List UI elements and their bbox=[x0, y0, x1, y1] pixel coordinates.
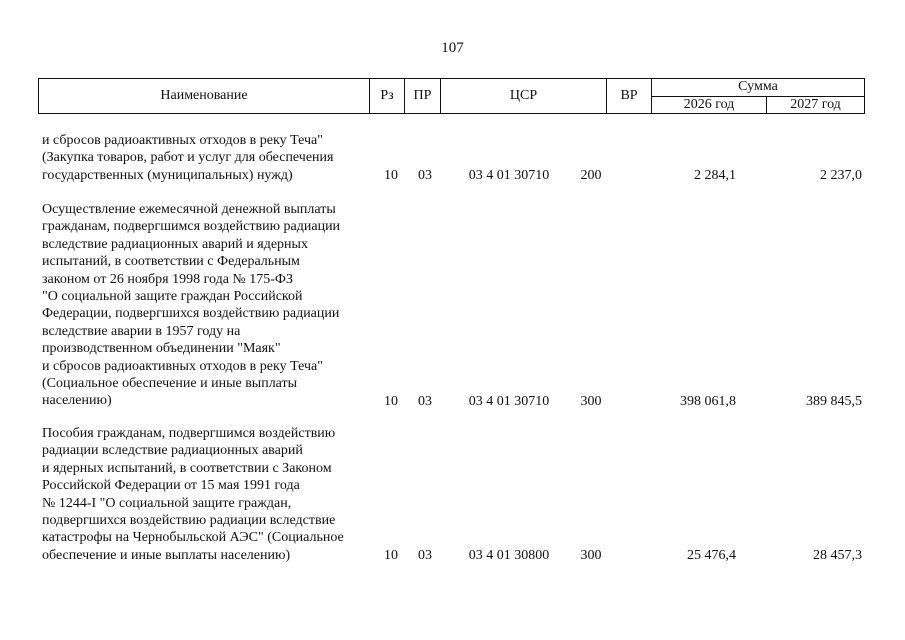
row-name: и сбросов радиоактивных отходов в реку Теча" (Закупка товаров, работ и услуг для обеспечения государственных (муниципальных) нужд) bbox=[42, 133, 334, 183]
row-pr: 03 bbox=[418, 168, 432, 184]
header-year-2027: 2027 год bbox=[790, 97, 841, 112]
row-sum-2026: 2 284,1 bbox=[694, 168, 736, 184]
page-number: 107 bbox=[441, 40, 464, 56]
row-sum-2027: 28 457,3 bbox=[813, 548, 862, 564]
row-rz: 10 bbox=[384, 548, 398, 564]
header-vr: ВР bbox=[607, 79, 652, 113]
row-rz: 10 bbox=[384, 168, 398, 184]
table-row bbox=[42, 132, 867, 184]
row-vr: 300 bbox=[580, 393, 602, 409]
row-sum-2026: 25 476,4 bbox=[687, 548, 736, 564]
table-row bbox=[42, 425, 867, 564]
header-pr: ПР bbox=[405, 79, 441, 113]
header-year-2026: 2026 год bbox=[652, 97, 767, 113]
row-csr: 03 4 01 30710 bbox=[468, 168, 550, 184]
row-pr: 03 bbox=[418, 393, 432, 409]
header-sum: Сумма bbox=[652, 79, 864, 97]
row-sum-2026: 398 061,8 bbox=[680, 393, 736, 409]
row-sum-2027: 2 237,0 bbox=[820, 168, 862, 184]
header-name: Наименование bbox=[39, 79, 370, 113]
table-header bbox=[38, 78, 865, 114]
header-rz: Рз bbox=[370, 79, 405, 113]
row-pr: 03 bbox=[418, 548, 432, 564]
header-csr: ЦСР bbox=[441, 79, 607, 113]
row-sum-2027: 389 845,5 bbox=[806, 393, 862, 409]
row-csr: 03 4 01 30800 bbox=[468, 548, 550, 564]
row-csr: 03 4 01 30710 bbox=[468, 393, 550, 409]
row-name: Пособия гражданам, подвергшимся воздействию радиации вследствие радиационных аварий и ядерных испытаний, в соответствии с Законом Российской Федерации от 15 мая 1991 года № 1244-I "О социальной защите граждан, подвергшихся воздействию радиации вследствие катастрофы на Чернобыльской АЭС" (Социальное обеспечение и иные выплаты населению) bbox=[42, 426, 344, 563]
row-rz: 10 bbox=[384, 393, 398, 409]
row-vr: 300 bbox=[580, 548, 602, 564]
row-name: Осуществление ежемесячной денежной выплаты гражданам, подвергшимся воздействию радиации вследствие радиационных аварий и ядерных испытаний, в соответствии с Федеральным законом от 26 ноября 1998 года № 175-ФЗ "О социальной защите граждан Российской Федерации, подвергшихся воздействию радиации вследствие аварии в 1957 году на производственном объединении "Маяк" и сбросов радиоактивных отходов в реку Теча" (Социальное обеспечение и иные выплаты населению) bbox=[42, 202, 341, 409]
row-vr: 200 bbox=[580, 168, 602, 184]
table-row bbox=[42, 201, 867, 410]
